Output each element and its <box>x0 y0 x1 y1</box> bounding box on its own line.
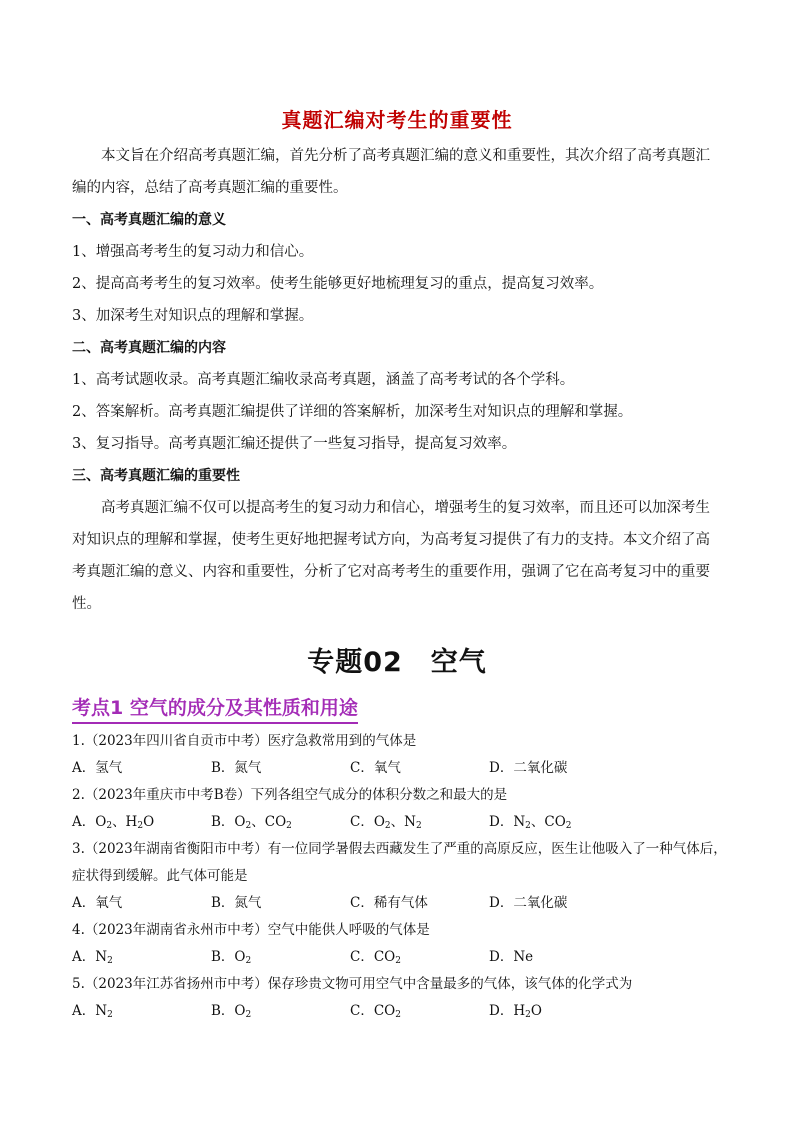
option-a: A．$O_2$、$H_2O$ <box>72 814 155 831</box>
section-1-line-2: 2、提高高考考生的复习效率。使考生能够更好地梳理复习的重点，提高复习效率。 <box>72 276 604 292</box>
question-stem: 2.（2023年重庆市中考B卷）下列各组空气成分的体积分数之和最大的是 <box>72 787 508 803</box>
question-list <box>72 728 732 1025</box>
section-heading-1: 一、高考真题汇编的意义 <box>72 212 226 228</box>
option-row <box>72 998 732 1025</box>
section-heading-2: 二、高考真题汇编的内容 <box>72 340 226 356</box>
option-d: D．二氧化碳 <box>489 895 568 911</box>
option-d: D．$N_2$、$CO_2$ <box>489 814 572 831</box>
section-2-line-1: 1、高考试题收录。高考真题汇编收录高考真题，涵盖了高考考试的各个学科。 <box>72 372 575 388</box>
topic-number: 专题02 <box>307 647 403 678</box>
option-c: C．氧气 <box>350 760 401 776</box>
option-c: C．$CO_2$ <box>350 1003 401 1020</box>
option-row <box>72 890 732 917</box>
question-stem: 4.（2023年湖南省永州市中考）空气中能供人呼吸的气体是 <box>72 922 430 938</box>
option-a: A．氢气 <box>72 760 123 776</box>
option-row <box>72 944 732 971</box>
intro-block <box>72 140 724 620</box>
question-stem: 3.（2023年湖南省衡阳市中考）有一位同学暑假去西藏发生了严重的高原反应，医生让他吸入了一种气体后，症状得到缓解。此气体可能是 <box>72 841 727 884</box>
section-2-line-2: 2、答案解析。高考真题汇编提供了详细的答案解析，加深考生对知识点的理解和掌握。 <box>72 404 633 420</box>
option-b: B．氮气 <box>211 895 262 911</box>
option-d: D．二氧化碳 <box>489 760 568 776</box>
option-c: C．$CO_2$ <box>350 949 401 966</box>
option-a: A．氧气 <box>72 895 123 911</box>
section-heading-3: 三、高考真题汇编的重要性 <box>72 468 240 484</box>
option-d: D．$H_2O$ <box>489 1003 542 1020</box>
option-c: C．稀有气体 <box>350 895 428 911</box>
section-1-line-1: 1、增强高考考生的复习动力和信心。 <box>72 244 314 260</box>
option-b: B．$O_2$、$CO_2$ <box>211 814 292 831</box>
option-d: D．Ne <box>489 949 534 965</box>
option-a: A．$N_2$ <box>72 949 113 966</box>
question-stem: 5.（2023年江苏省扬州市中考）保存珍贵文物可用空气中含量最多的气体，该气体的化学式为 <box>72 976 633 992</box>
option-a: A．$N_2$ <box>72 1003 113 1020</box>
topic-title <box>0 640 794 679</box>
question-stem: 1.（2023年四川省自贡市中考）医疗急救常用到的气体是 <box>72 733 417 749</box>
section-1-line-3: 3、加深考生对知识点的理解和掌握。 <box>72 308 314 324</box>
option-b: B．$O_2$ <box>211 949 252 966</box>
conclusion-paragraph: 高考真题汇编不仅可以提高考生的复习动力和信心，增强考生的复习效率，而且还可以加深考生对知识点的理解和掌握，使考生更好地把握考试方向，为高考复习提供了有力的支持。本文介绍了高考真题汇编的意义、内容和重要性，分析了它对高考考生的重要作用，强调了它在高考复习中的重要性。 <box>72 500 710 612</box>
section-2-line-3: 3、复习指导。高考真题汇编还提供了一些复习指导，提高复习效率。 <box>72 436 517 452</box>
option-row <box>72 809 732 836</box>
topic-name: 空气 <box>430 647 487 678</box>
option-b: B．氮气 <box>211 760 262 776</box>
option-b: B．$O_2$ <box>211 1003 252 1020</box>
document-title: 真题汇编对考生的重要性 <box>281 108 513 132</box>
option-row <box>72 755 732 782</box>
intro-paragraph: 本文旨在介绍高考真题汇编，首先分析了高考真题汇编的意义和重要性，其次介绍了高考真题汇编的内容，总结了高考真题汇编的重要性。 <box>72 148 710 196</box>
kaodian-heading: 考点1 空气的成分及其性质和用途 <box>72 693 358 724</box>
option-c: C．$O_2$、$N_2$ <box>350 814 422 831</box>
